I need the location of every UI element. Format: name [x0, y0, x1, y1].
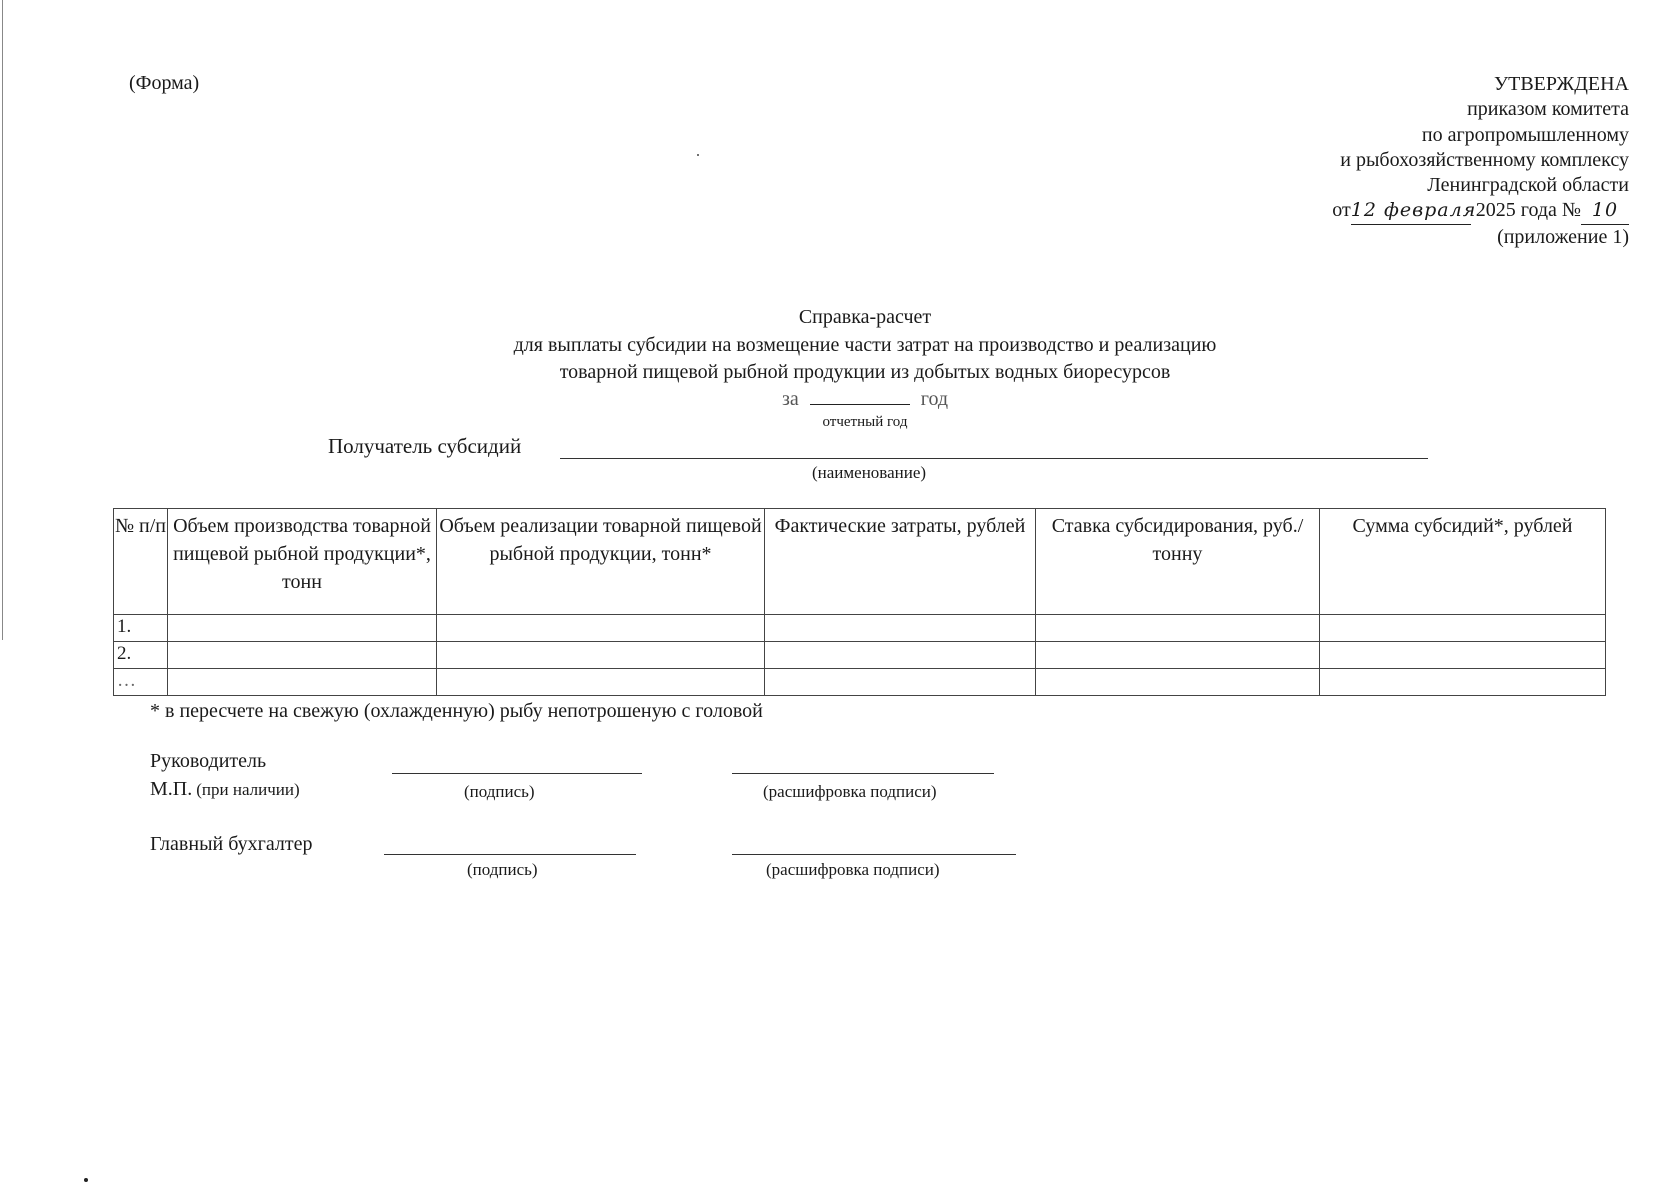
accountant-signature-line [384, 854, 636, 855]
table-cell [168, 615, 437, 642]
table-cell [437, 642, 765, 669]
table-row [114, 642, 1606, 669]
scan-speck [697, 154, 699, 156]
date-prefix: от [1332, 199, 1351, 222]
table-row [114, 615, 1606, 642]
stamp-line [150, 778, 300, 801]
head-label: Руководитель [150, 750, 267, 772]
recipient-label: Получатель субсидий [328, 434, 522, 458]
period-caption: отчетный год [822, 414, 908, 430]
period-prefix: за [781, 388, 799, 410]
table-cell [437, 615, 765, 642]
table-cell [168, 669, 437, 696]
table-cell [1036, 669, 1320, 696]
table-cell [765, 669, 1036, 696]
document-subtitle: товарной пищевой рыбной продукции из добытых водных биоресурсов [559, 361, 1171, 383]
calculation-table [113, 508, 1606, 696]
table-row [114, 669, 1606, 696]
column-header: Объем реализации товарной пищевой рыбной продукции, тонн* [437, 509, 765, 615]
column-header: № п/п [114, 509, 168, 615]
accountant-decoding-line [732, 854, 1016, 855]
table-cell [437, 669, 765, 696]
table-cell [168, 642, 437, 669]
approval-line: по агропромышленному [1421, 123, 1629, 146]
approval-date-line [1332, 198, 1629, 224]
period-suffix: год [920, 388, 949, 410]
head-signature-line [392, 773, 642, 774]
handwritten-number: 10 [1581, 198, 1629, 224]
approval-line: Ленинградской области [1427, 174, 1629, 197]
approval-line: приказом комитета [1467, 98, 1629, 121]
approval-line: и рыбохозяйственному комплексу [1340, 148, 1629, 171]
decoding-caption: (расшифровка подписи) [763, 782, 937, 801]
recipient-blank [560, 458, 1428, 459]
document-title: Справка-расчет [798, 306, 932, 328]
decoding-caption: (расшифровка подписи) [766, 860, 940, 879]
approval-title: УТВЕРЖДЕНА [1493, 73, 1629, 95]
date-suffix: 2025 года № [1475, 199, 1581, 222]
table-cell [765, 642, 1036, 669]
scan-speck [84, 1178, 88, 1182]
table-cell [765, 615, 1036, 642]
table-cell [1320, 669, 1606, 696]
row-number: … [114, 669, 168, 696]
approval-appendix: (приложение 1) [1497, 225, 1629, 248]
column-header: Фактические затраты, рублей [765, 509, 1036, 615]
column-header: Сумма субсидий*, рублей [1320, 509, 1606, 615]
period-blank [810, 404, 910, 405]
stamp-label: М.П. [150, 778, 193, 800]
stamp-note: (при наличии) [196, 780, 300, 799]
recipient-caption: (наименование) [812, 463, 927, 482]
signature-caption: (подпись) [464, 782, 535, 801]
table-cell [1320, 642, 1606, 669]
form-label: (Форма) [129, 72, 200, 94]
table-cell [1320, 615, 1606, 642]
row-number: 2. [114, 642, 168, 669]
column-header: Объем производства товарной пищевой рыбной продукции*, тонн [168, 509, 437, 615]
head-decoding-line [732, 773, 994, 774]
table-header-row [114, 509, 1606, 615]
table-cell [1036, 642, 1320, 669]
signature-caption: (подпись) [467, 860, 538, 879]
approval-block [1332, 72, 1629, 250]
handwritten-date: 12 февраля [1351, 198, 1471, 224]
row-number: 1. [114, 615, 168, 642]
footnote: * в пересчете на свежую (охлажденную) рыбу непотрошеную с головой [150, 700, 763, 722]
period-line [0, 388, 1665, 411]
document-subtitle: для выплаты субсидии на возмещение части затрат на производство и реализацию [513, 334, 1217, 356]
table-cell [1036, 615, 1320, 642]
accountant-label: Главный бухгалтер [150, 833, 313, 855]
column-header: Ставка субсидирования, руб./тонну [1036, 509, 1320, 615]
